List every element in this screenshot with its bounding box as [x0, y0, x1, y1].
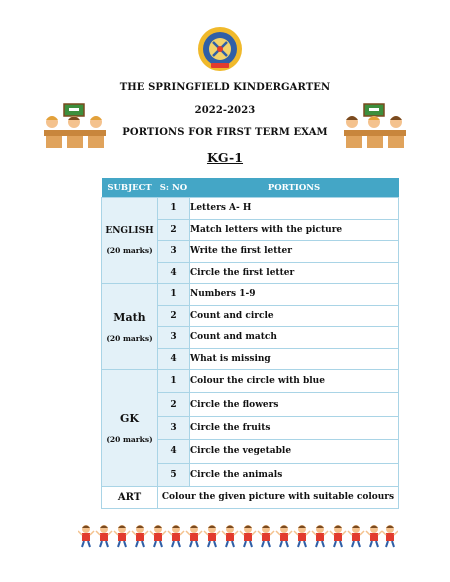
portion-cell: Write the first letter [190, 241, 399, 263]
subject-marks: (20 marks) [106, 333, 153, 343]
dancing-kids-border-icon [78, 524, 398, 548]
subject-cell-art: ART [102, 486, 158, 508]
table-row [102, 370, 399, 393]
sno-cell: 3 [158, 327, 190, 349]
portion-cell: What is missing [190, 348, 399, 370]
portion-cell: Letters A- H [190, 198, 399, 220]
subject-cell-gk [102, 370, 158, 487]
sno-cell: 4 [158, 348, 190, 370]
table-row [102, 284, 399, 306]
subject-header: SUBJECT [102, 178, 158, 198]
exam-title: PORTIONS FOR FIRST TERM EXAM [122, 127, 328, 138]
art-portion-cell: Colour the given picture with suitable colours [158, 486, 399, 508]
sno-cell: 1 [158, 370, 190, 393]
school-name: THE SPRINGFIELD KINDERGARTEN [119, 82, 331, 93]
table-header-row [102, 178, 399, 198]
portion-cell: Circle the vegetable [190, 440, 399, 463]
sno-cell: 1 [158, 284, 190, 306]
subject-name: Math [113, 310, 146, 324]
table-row [102, 198, 399, 220]
sno-cell: 3 [158, 241, 190, 263]
portion-cell: Circle the flowers [190, 393, 399, 416]
class-name: KG-1 [206, 150, 244, 165]
portion-cell: Circle the animals [190, 463, 399, 486]
school-logo-icon [197, 26, 243, 72]
subject-cell-math [102, 284, 158, 370]
sno-cell: 2 [158, 305, 190, 327]
table-row [102, 486, 399, 508]
portion-cell: Numbers 1-9 [190, 284, 399, 306]
sno-cell: 4 [158, 262, 190, 284]
subject-marks: (20 marks) [106, 246, 153, 255]
portion-cell: Colour the circle with blue [190, 370, 399, 393]
sno-header: S: NO [158, 178, 190, 198]
subject-name: ENGLISH [105, 226, 154, 236]
sno-cell: 2 [158, 219, 190, 241]
portion-cell: Circle the first letter [190, 262, 399, 284]
kids-at-desk-left-icon [40, 102, 110, 150]
sno-cell: 4 [158, 440, 190, 463]
academic-year: 2022-2023 [194, 105, 256, 116]
sno-cell: 2 [158, 393, 190, 416]
subject-marks: (20 marks) [106, 434, 153, 444]
subject-cell-english [102, 198, 158, 284]
subject-name: GK [120, 411, 139, 425]
portions-header: PORTIONS [190, 178, 399, 198]
portion-cell: Circle the fruits [190, 416, 399, 439]
kids-at-desk-right-icon [340, 102, 410, 150]
sno-cell: 5 [158, 463, 190, 486]
portion-cell: Count and match [190, 327, 399, 349]
sno-cell: 1 [158, 198, 190, 220]
sno-cell: 3 [158, 416, 190, 439]
portion-cell: Match letters with the picture [190, 219, 399, 241]
portions-table [101, 178, 399, 509]
portion-cell: Count and circle [190, 305, 399, 327]
